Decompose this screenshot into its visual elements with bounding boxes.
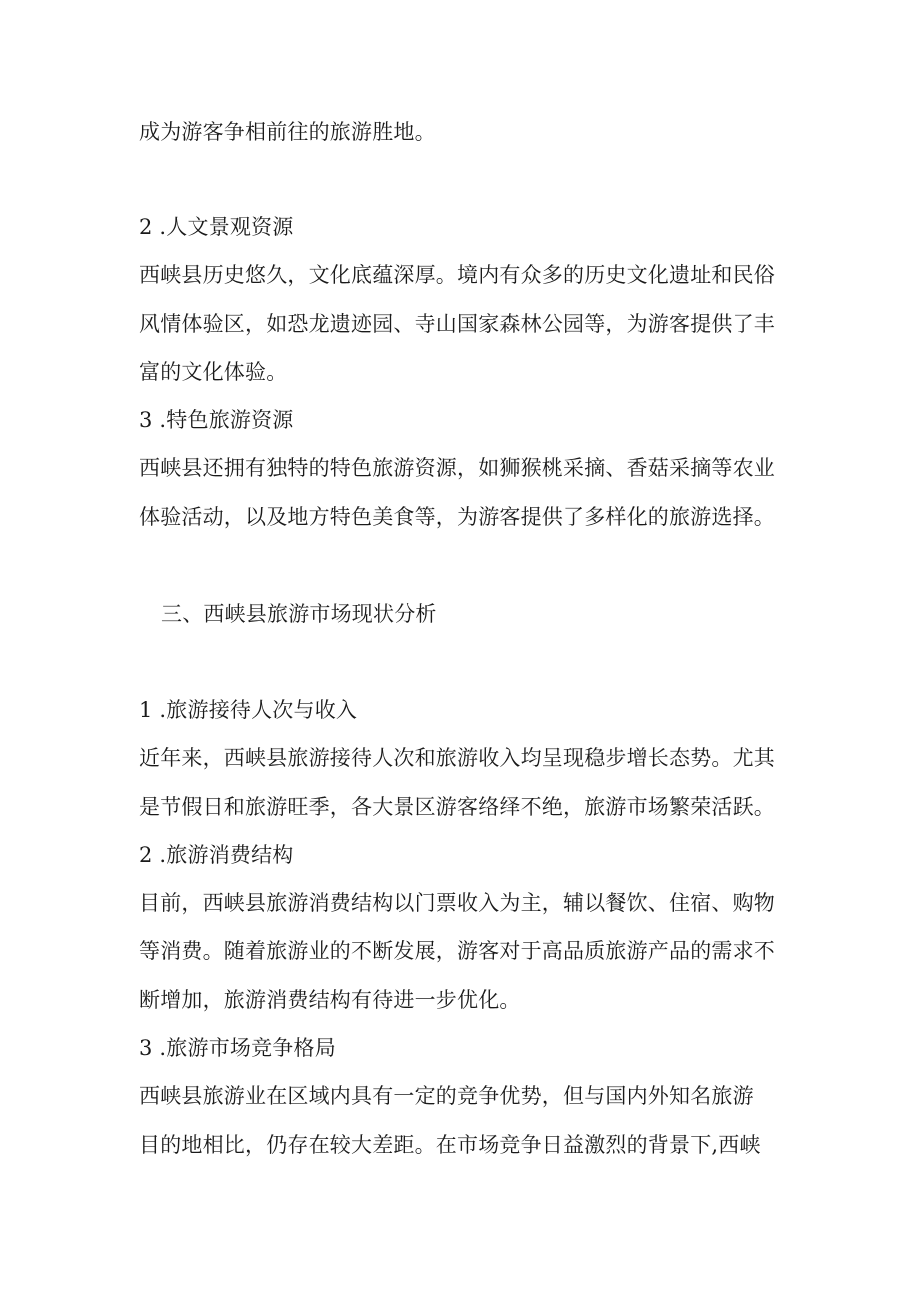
- section-heading: 3 .旅游市场竞争格局: [139, 1036, 336, 1060]
- paragraph-line: 体验活动，以及地方特色美食等，为游客提供了多样化的旅游选择。: [139, 505, 775, 529]
- paragraph-line: 成为游客争相前往的旅游胜地。: [139, 120, 436, 144]
- paragraph-line: 是节假日和旅游旺季，各大景区游客络绎不绝，旅游市场繁荣活跃。: [139, 795, 775, 819]
- paragraph-line: 富的文化体验。: [139, 360, 288, 384]
- paragraph-line: 断增加，旅游消费结构有待进一步优化。: [139, 988, 521, 1012]
- section-heading: 1 .旅游接待人次与收入: [139, 698, 358, 722]
- paragraph-line: 西峡县历史悠久，文化底蕴深厚。境内有众多的历史文化遗址和民俗: [139, 263, 775, 287]
- paragraph-line: 风情体验区，如恐龙遗迹园、寺山国家森林公园等，为游客提供了丰: [139, 312, 775, 336]
- paragraph-line: 近年来，西峡县旅游接待人次和旅游收入均呈现稳步增长态势。尤其: [139, 746, 775, 770]
- chapter-heading: 三、西峡县旅游市场现状分析: [161, 602, 437, 626]
- paragraph-line: 西峡县旅游业在区域内具有一定的竞争优势，但与国内外知名旅游: [139, 1084, 754, 1108]
- paragraph-line: 西峡县还拥有独特的特色旅游资源，如狮猴桃采摘、香菇采摘等农业: [139, 456, 775, 480]
- paragraph-line: 目的地相比，仍存在较大差距。在市场竞争日益激烈的背景下,西峡: [139, 1133, 761, 1157]
- paragraph-line: 目前，西峡县旅游消费结构以门票收入为主，辅以餐饮、住宿、购物: [139, 891, 775, 915]
- section-heading: 3 .特色旅游资源: [139, 408, 294, 432]
- paragraph-line: 等消费。随着旅游业的不断发展，游客对于高品质旅游产品的需求不: [139, 939, 775, 963]
- section-heading: 2 .人文景观资源: [139, 215, 294, 239]
- section-heading: 2 .旅游消费结构: [139, 843, 294, 867]
